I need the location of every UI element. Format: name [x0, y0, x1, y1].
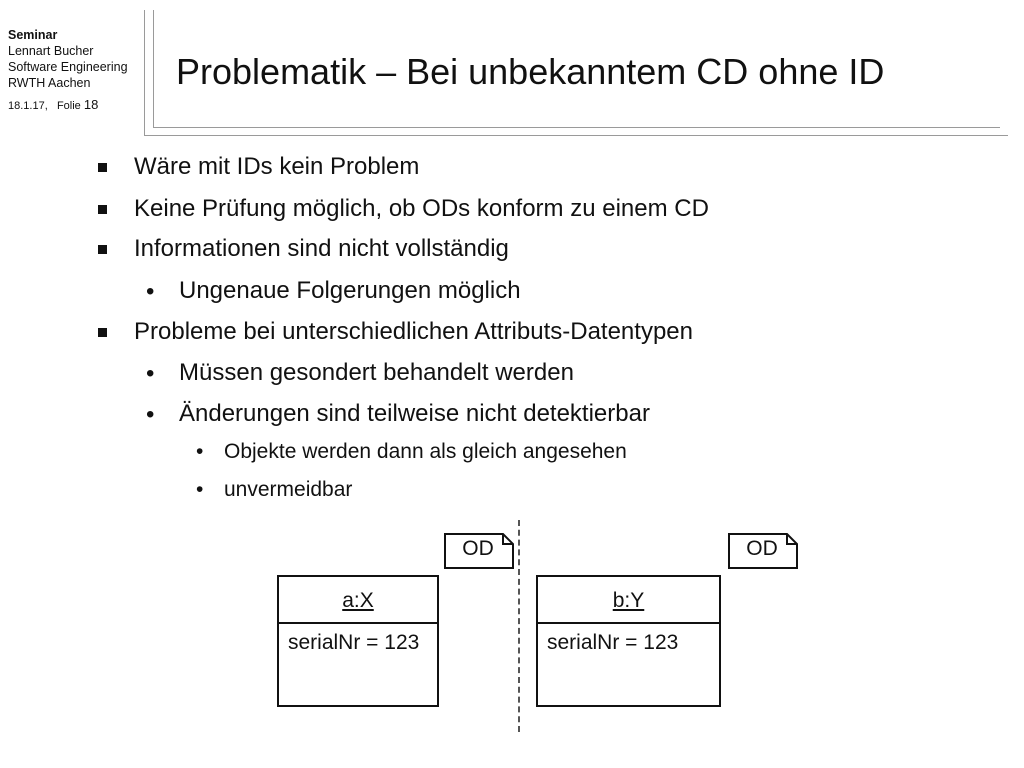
- diagram-separator: [518, 520, 520, 732]
- od-tag-left: [444, 533, 514, 569]
- university-name: RWTH Aachen: [8, 76, 91, 90]
- object-divider: [538, 622, 719, 624]
- slide-meta: [8, 27, 148, 114]
- bullet-text: Probleme bei unterschiedlichen Attributs-Datentypen: [134, 318, 693, 345]
- bullet-item: [196, 440, 627, 464]
- bullet-item: [134, 195, 709, 223]
- folie-label: Folie: [56, 100, 81, 112]
- object-box-left: [277, 575, 439, 707]
- object-divider: [279, 622, 437, 624]
- bullet-text: Objekte werden dann als gleich angesehen: [224, 440, 627, 463]
- slide-info: [8, 97, 148, 114]
- header-divider-vertical-2: [153, 10, 154, 128]
- square-bullet-icon: [98, 328, 107, 337]
- header-divider-horizontal-2: [144, 135, 1008, 136]
- seminar-label: Seminar: [8, 28, 58, 42]
- bullet-text: Wäre mit IDs kein Problem: [134, 153, 420, 180]
- dot-bullet-icon: •: [196, 440, 204, 463]
- od-tag-right: [728, 533, 798, 569]
- bullet-item: [134, 153, 419, 181]
- bullet-item: [134, 235, 509, 263]
- square-bullet-icon: [98, 163, 107, 172]
- chair-name: Software Engineering: [8, 60, 128, 74]
- object-box-right: [536, 575, 721, 707]
- bullet-item: [146, 277, 521, 305]
- bullet-item: [196, 478, 353, 502]
- bullet-text: Änderungen sind teilweise nicht detektierbar: [179, 400, 650, 427]
- bullet-item: [134, 318, 693, 346]
- bullet-text: Ungenaue Folgerungen möglich: [179, 277, 521, 304]
- bullet-text: Müssen gesondert behandelt werden: [179, 359, 574, 386]
- author-name: Lennart Bucher: [8, 44, 94, 58]
- od-tag-label: OD: [462, 537, 494, 560]
- bullet-item: [146, 400, 650, 428]
- slide-date: 18.1.17,: [8, 100, 48, 112]
- dot-bullet-icon: •: [146, 401, 155, 428]
- bullet-text: Keine Prüfung möglich, ob ODs konform zu einem CD: [134, 195, 709, 222]
- object-name: b:Y: [612, 589, 645, 612]
- header-divider-horizontal-1: [153, 127, 1000, 128]
- bullet-text: unvermeidbar: [224, 478, 353, 501]
- slide-number: 18: [83, 97, 99, 112]
- object-name: a:X: [342, 589, 374, 612]
- square-bullet-icon: [98, 245, 107, 254]
- slide-title: Problematik – Bei unbekanntem CD ohne ID: [176, 51, 885, 92]
- bullet-text: Informationen sind nicht vollständig: [134, 235, 509, 262]
- header-divider-vertical-1: [144, 10, 145, 135]
- dot-bullet-icon: •: [196, 478, 204, 501]
- object-attribute: serialNr = 123: [547, 631, 679, 654]
- object-attribute: serialNr = 123: [288, 631, 420, 654]
- bullet-item: [146, 359, 574, 387]
- od-tag-label: OD: [746, 537, 778, 560]
- square-bullet-icon: [98, 205, 107, 214]
- dot-bullet-icon: •: [146, 360, 155, 387]
- dot-bullet-icon: •: [146, 278, 155, 305]
